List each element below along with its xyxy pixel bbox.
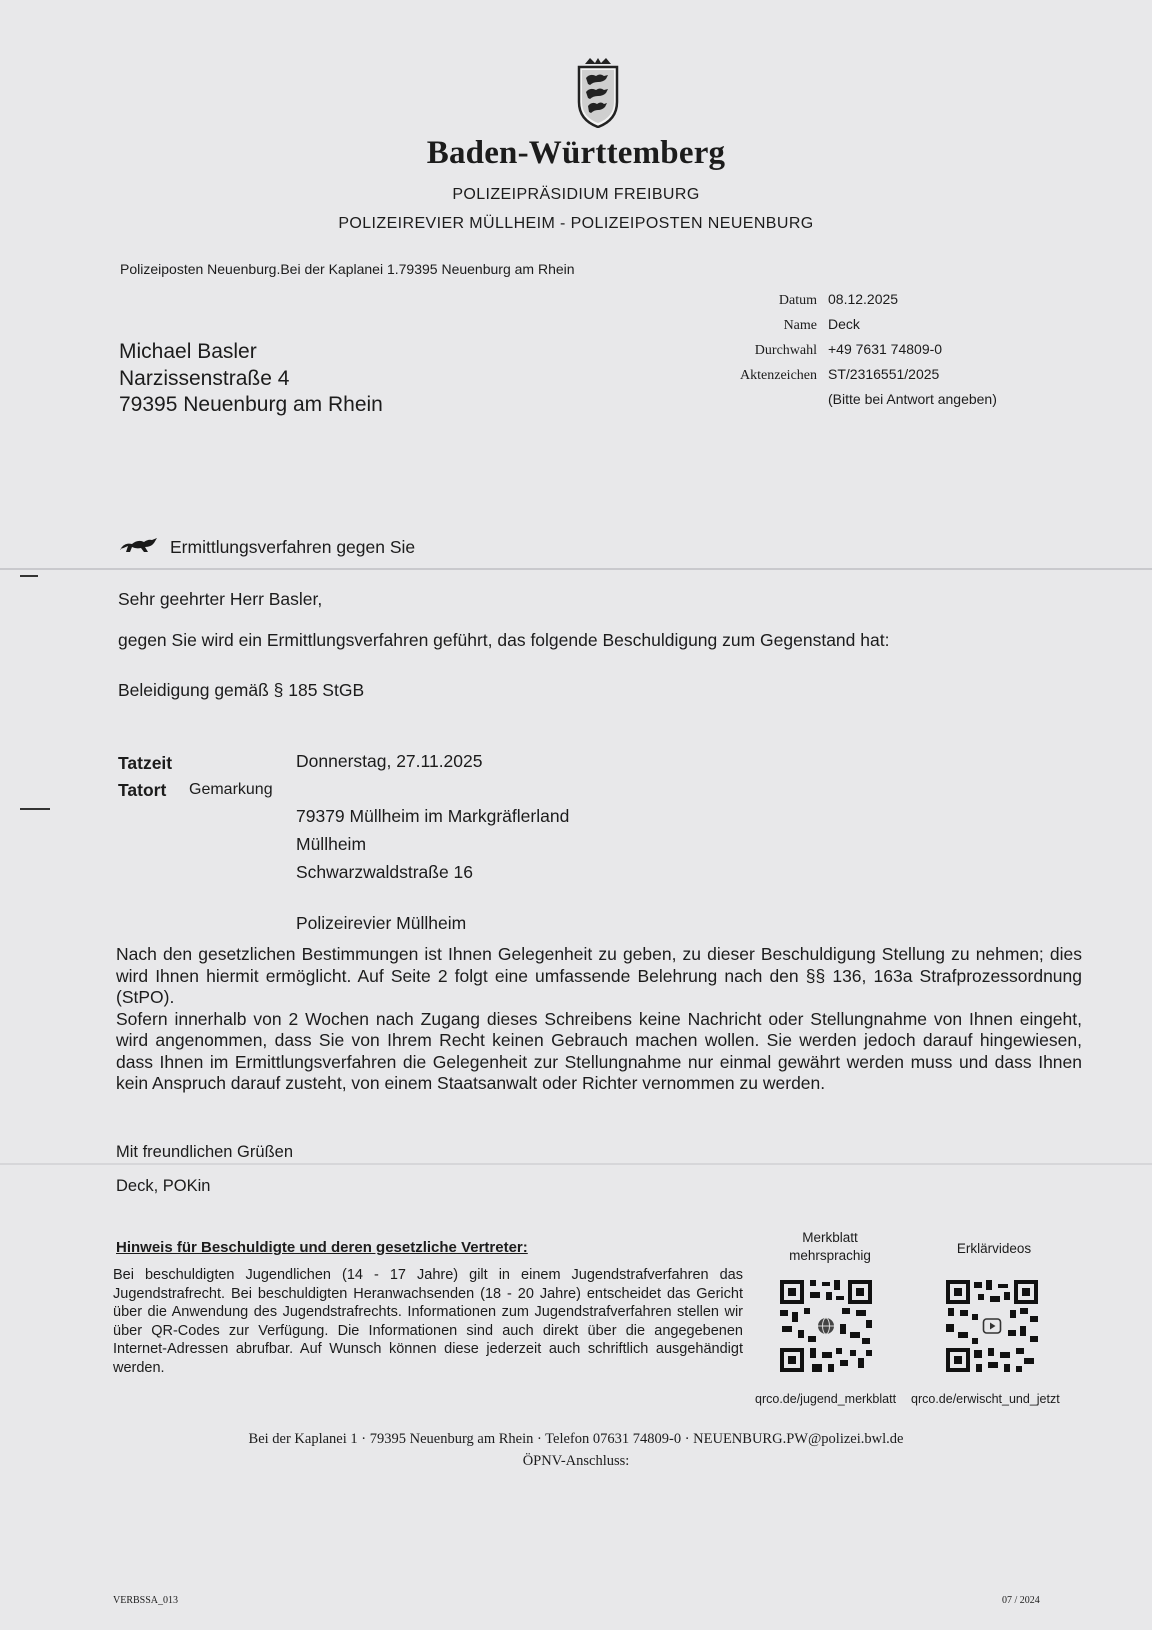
hinweis-title: Hinweis für Beschuldigte und deren gesetzliche Vertreter: bbox=[116, 1239, 528, 1256]
recipient-city: 79395 Neuenburg am Rhein bbox=[119, 393, 383, 416]
fold-mark bbox=[20, 575, 38, 577]
tatort-label: Tatort bbox=[118, 780, 167, 800]
qr1-label-line-2: mehrsprachig bbox=[789, 1248, 871, 1263]
durchwahl-value: +49 7631 74809-0 bbox=[828, 341, 943, 357]
footer-address: Bei der Kaplanei 1 · 79395 Neuenburg am Rhein · Telefon 07631 74809-0 · NEUENBURG.PW@polizei.bwl.de bbox=[248, 1431, 904, 1447]
salutation: Sehr geehrter Herr Basler, bbox=[118, 589, 323, 609]
body-text bbox=[116, 944, 1082, 1095]
coat-of-arms-icon bbox=[573, 58, 623, 128]
qr1-url[interactable]: qrco.de/jugend_merkblatt bbox=[755, 1392, 897, 1406]
body-paragraph-2: Sofern innerhalb von 2 Wochen nach Zugang dieses Schreibens keine Nachricht oder Stellungnahme von Ihnen eingeht, wird angenommen, dass Sie von Ihrem Recht keinen Gebrauch machen wollen. Sie werden jedoch darauf hingewiesen, dass Ihnen im Ermittlungsverfahren die Gelegenheit zur Stellungnahme nur einmal gewährt werden muss und dass Ihnen kein Anspruch darauf zusteht, von einem Staatsanwalt oder Richter vernommen zu werden. bbox=[116, 1008, 1082, 1093]
play-icon bbox=[982, 1316, 1002, 1336]
form-code: VERBSSA_013 bbox=[113, 1595, 179, 1606]
fold-crease bbox=[0, 568, 1152, 570]
signature: Deck, POKin bbox=[116, 1177, 211, 1195]
tatort-place-2: Müllheim bbox=[296, 834, 367, 854]
qr2-label: Erklärvideos bbox=[956, 1241, 1032, 1256]
hinweis-text: Bei beschuldigten Jugendlichen (14 - 17 Jahre) gilt in einem Jugendstrafverfahren das Jugendstrafrecht. Bei beschuldigten Heranwachsenden (18 - 20 Jahre) entscheidet das Gericht über die Anwendung des Jugendstrafrechts. Informationen zum Jugendstrafverfahren stellen wir über QR-Codes zur Verfügung. Die Informationen sind auch direkt über die angegebenen Internet-Adressen abrufbar. Auf Wunsch können diese jederzeit auch schriftlich ausgehändigt werden. bbox=[113, 1267, 743, 1376]
fold-crease bbox=[0, 1163, 1152, 1165]
recipient-name: Michael Basler bbox=[119, 340, 257, 363]
header-line-2: POLIZEIREVIER MÜLLHEIM - POLIZEIPOSTEN NEUENBURG bbox=[338, 215, 814, 232]
footer-transit: ÖPNV-Anschluss: bbox=[522, 1453, 630, 1469]
datum-value: 08.12.2025 bbox=[828, 291, 899, 307]
sender-line: Polizeiposten Neuenburg.Bei der Kaplanei 1.79395 Neuenburg am Rhein bbox=[120, 261, 575, 277]
aktenzeichen-label: Aktenzeichen bbox=[740, 368, 817, 383]
globe-icon bbox=[816, 1316, 836, 1336]
tatort-place-1: 79379 Müllheim im Markgräflerland bbox=[296, 806, 570, 826]
closing: Mit freundlichen Grüßen bbox=[116, 1143, 293, 1161]
tatzeit-label: Tatzeit bbox=[118, 753, 173, 773]
fold-mark bbox=[20, 808, 50, 810]
recipient-street: Narzissenstraße 4 bbox=[119, 367, 290, 390]
name-value: Deck bbox=[828, 316, 860, 332]
lion-icon bbox=[118, 538, 158, 556]
charge-text: Beleidigung gemäß § 185 StGB bbox=[118, 680, 365, 700]
durchwahl-label: Durchwahl bbox=[754, 343, 817, 358]
state-brand: Baden-Württemberg bbox=[426, 135, 726, 171]
qr1-label-line-1: Merkblatt bbox=[802, 1230, 858, 1245]
tatzeit-value: Donnerstag, 27.11.2025 bbox=[296, 751, 483, 771]
datum-label: Datum bbox=[778, 293, 817, 308]
aktenzeichen-note: (Bitte bei Antwort angeben) bbox=[828, 391, 997, 407]
authority-text: Polizeirevier Müllheim bbox=[296, 913, 467, 933]
subject-text: Ermittlungsverfahren gegen Sie bbox=[170, 537, 416, 557]
qr2-url[interactable]: qrco.de/erwischt_und_jetzt bbox=[911, 1392, 1060, 1406]
body-paragraph-1: Nach den gesetzlichen Bestimmungen ist Ihnen Gelegenheit zu geben, zu dieser Beschuldigung Stellung zu nehmen; dies wird Ihnen hiermit ermöglicht. Auf Seite 2 folgt eine umfassende Belehrung nach den §§ 136, 163a Strafprozessordnung (StPO). bbox=[116, 944, 1082, 1007]
gemarkung-label: Gemarkung bbox=[189, 781, 273, 798]
form-date: 07 / 2024 bbox=[1002, 1595, 1040, 1606]
name-label: Name bbox=[783, 318, 817, 333]
intro-text: gegen Sie wird ein Ermittlungsverfahren geführt, das folgende Beschuldigung zum Gegenstand hat: bbox=[118, 630, 890, 650]
header-line-1: POLIZEIPRÄSIDIUM FREIBURG bbox=[452, 186, 700, 203]
tatort-place-3: Schwarzwaldstraße 16 bbox=[296, 862, 474, 882]
aktenzeichen-value: ST/2316551/2025 bbox=[828, 366, 940, 382]
